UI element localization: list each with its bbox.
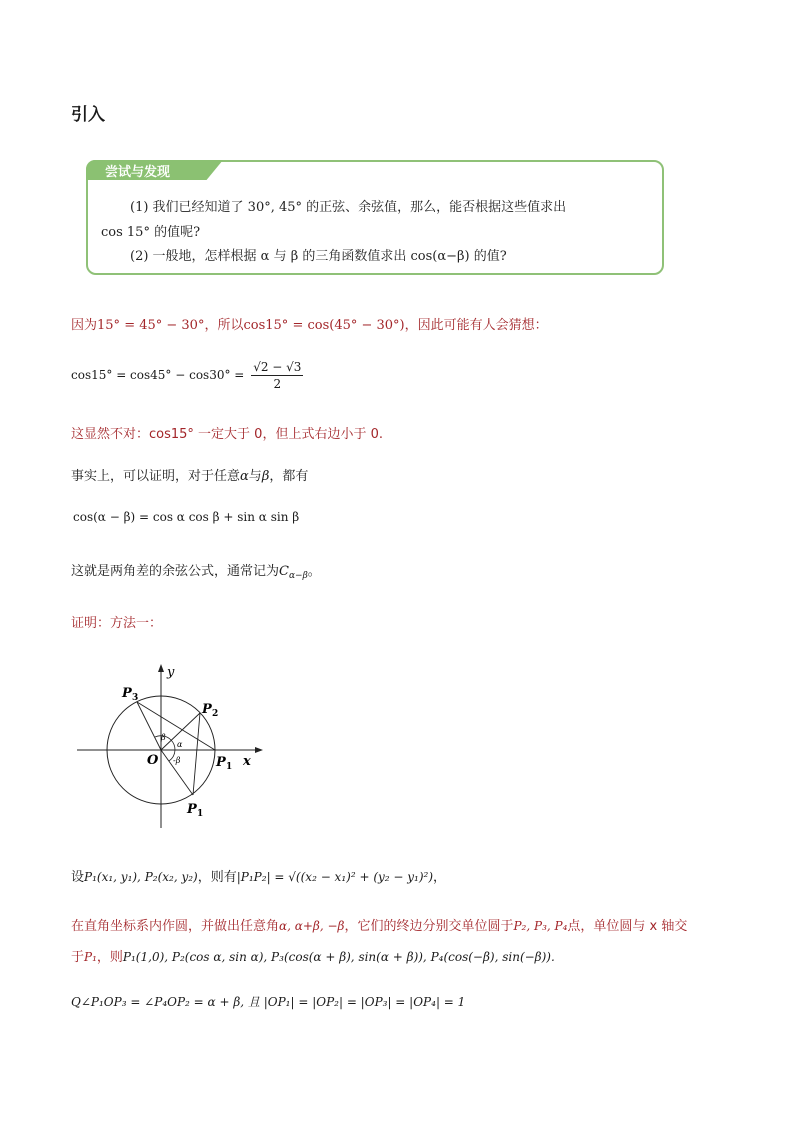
p3-label: P [122,686,132,701]
question-1-line-2: cos 15° 的值呢? [101,225,201,240]
distance-text-b: ，则有 [197,870,237,885]
formula-name-text: 这就是两角差的余弦公式，通常记为 [71,564,280,579]
fact-text-b: 与 [248,469,262,484]
distance-text-a: 设 [71,870,85,885]
angle-equality-statement: Q∠P₁OP₃ = ∠P₄OP₂ = α + β, 且 |OP₁| = |OP₂| = |OP₃| = |OP₄| = 1 [71,995,466,1009]
neg-beta-angle-label: -β [173,756,181,765]
fact-text-c: ，都有 [269,469,309,484]
construction-text-a: 在直角坐标系内作圆，并做出任意角 [71,919,280,934]
intro-math-b: cos15° = cos(45° − 30°) [243,318,405,333]
guess-fraction [251,360,303,391]
x-axis-arrow [255,747,263,753]
intro-math-a: 15° = 45° − 30° [97,318,205,333]
intro-text-a: 因为 [71,318,98,333]
guess-formula-lhs: cos15° = cos45° − cos30° = [71,368,245,382]
section-heading: 引入 [71,105,105,125]
unit-circle-diagram [75,660,265,832]
origin-label: O [147,753,159,768]
point-coordinates: P₁(1,0), P₂(cos α, sin α), P₃(cos(α + β), sin(α + β)), P₄(cos(−β), sin(−β)). [122,950,555,964]
fact-paragraph [71,465,308,484]
construction-p1: P₁ [84,950,97,964]
construction-points: P₂, P₃, P₄ [513,919,568,933]
p4-label: P [187,802,197,817]
construction-text-b: ，它们的终边分别交单位圆于 [344,919,514,934]
distance-paragraph [71,866,446,885]
y-axis-label: y [167,665,175,680]
construction-text-c: 点，单位圆与 x 轴交 [567,919,688,934]
construction-angles: α, α+β, −β [279,919,345,933]
p2-label: P [202,702,212,717]
y-axis-arrow [158,664,164,672]
intro-text-c: ，因此可能有人会猜想： [404,318,548,333]
chord-p2p4 [193,713,200,795]
guess-formula [71,360,303,391]
angle-arc-alpha [171,740,175,750]
question-1-line-1: (1) 我们已经知道了 30°, 45° 的正弦、余弦值，那么，能否根据这些值求出 [130,200,567,215]
contradiction-paragraph: 这显然不对：cos15° 一定大于 0，但上式右边小于 0. [71,427,383,442]
intro-paragraph [71,314,548,333]
guess-denominator: 2 [273,377,282,391]
distance-formula: |P₁P₂| = √((x₂ − x₁)² + (y₂ − y₁)²) [236,870,434,884]
intro-text-b: ，所以 [204,318,244,333]
construction-text-e: ，则 [96,950,123,965]
p2-subscript: 2 [212,709,219,719]
fact-text-a: 事实上，可以证明，对于任意 [71,469,241,484]
points-definition: P₁(x₁, y₁), P₂(x₂, y₂) [84,870,198,884]
p3-subscript: 3 [132,693,139,703]
alpha-symbol: α [240,469,249,484]
formula-name-end: 。 [307,564,321,579]
construction-line-2 [71,946,555,965]
alpha-angle-label: α [177,740,183,749]
p1-axis-subscript: 1 [226,762,233,772]
distance-text-c: ， [433,870,447,885]
guess-numerator: √2 − √3 [253,360,302,374]
formula-name-paragraph [71,560,321,581]
p4-subscript: 1 [197,809,204,819]
proof-heading: 证明：方法一： [71,616,163,631]
try-box-title: 尝试与发现 [105,165,171,180]
x-axis-label: x [243,754,251,769]
construction-text-d: 于 [71,950,85,965]
beta-symbol: β [261,469,270,484]
beta-angle-label: β [161,733,166,742]
cosine-difference-identity: cos(α − β) = cos α cos β + sin α sin β [73,510,300,524]
formula-subscript: α−β [288,571,308,581]
p1-axis-label: P [216,755,226,770]
construction-line-1 [71,915,687,934]
question-2: (2) 一般地，怎样根据 α 与 β 的三角函数值求出 cos(α−β) 的值? [130,249,507,264]
formula-symbol: C [279,564,289,579]
